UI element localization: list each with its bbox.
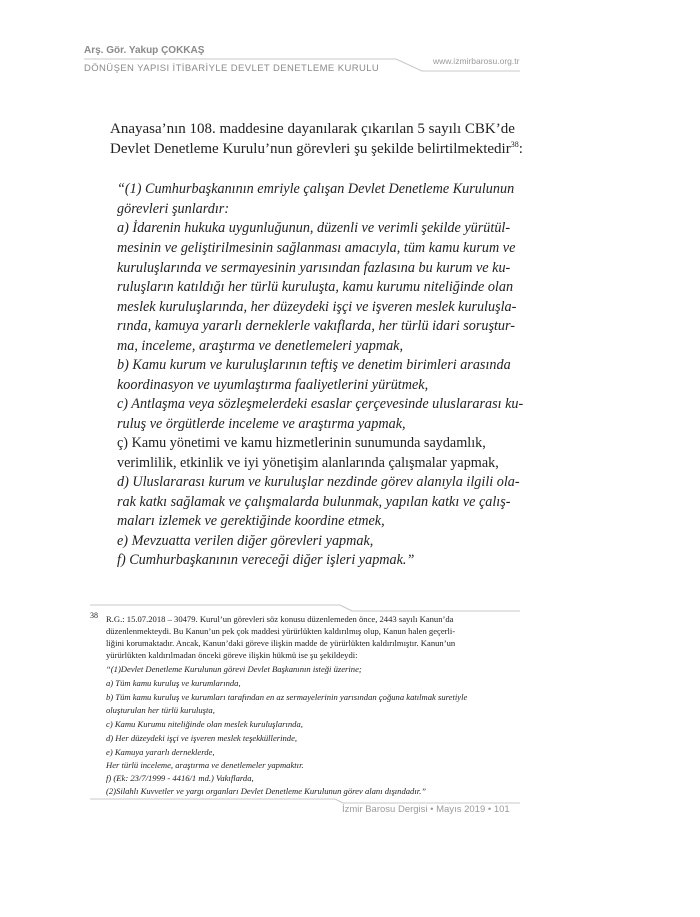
quote-line: meslek kuruluşlarında, her düzeydeki işçi ve işveren meslek kuruluşla- <box>117 299 517 315</box>
quote-line: kuruluşlarında ve sermayesinin yarısından fazlasına bu kurum ve ku- <box>117 260 511 276</box>
quote-line: f) Cumhurbaşkanının vereceği diğer işleri yapmak.” <box>117 552 415 568</box>
quote-line: c) Antlaşma veya sözleşmelerdeki esaslar çerçevesinde uluslararası ku- <box>117 396 524 412</box>
footnote-line: c) Kamu Kurumu niteliğinde olan meslek kuruluşlarında, <box>106 719 303 729</box>
intro-line-2: Devlet Denetleme Kurulu’nun görevleri şu şekilde belirtilmektedir$^{38}$: <box>110 140 523 157</box>
footnote-line: düzenlenmekteydi. Bu Kanun’un pek çok maddesi yürürlükten kaldırılmış olup, Kanun halen geçerli- <box>106 626 456 636</box>
footnote-marker: 38 <box>90 611 98 620</box>
footnote-line: e) Kamuya yararlı derneklerde, <box>106 747 215 757</box>
quote-line: d) Uluslararası kurum ve kuruluşlar nezdinde görev alanıyla ilgili ola- <box>117 474 520 490</box>
quote-line: e) Mevzuatta verilen diğer görevleri yapmak, <box>117 533 374 549</box>
quote-line: “(1) Cumhurbaşkanının emriyle çalışan Devlet Denetleme Kurulunun <box>117 181 515 197</box>
quote-line: verimlilik, etkinlik ve iyi yönetişim alanlarında çalışmalar yapmak, <box>117 455 499 471</box>
quote-line: ma, inceleme, araştırma ve denetlemeleri yapmak, <box>117 338 404 354</box>
footnote-line: “(1)Devlet Denetleme Kurulunun görevi Devlet Başkanının isteği üzerine; <box>106 664 362 674</box>
quote-line: görevleri şunlardır: <box>117 201 230 217</box>
footnote-line: b) Tüm kamu kuruluş ve kurumları tarafından en az sermayelerinin yarısından çoğuna katılmak suretiyle <box>106 692 468 702</box>
footnote-line: d) Her düzeydeki işçi ve işveren meslek teşekküllerinde, <box>106 733 298 743</box>
intro-line-1: Anayasa’nın 108. maddesine dayanılarak çıkarılan 5 sayılı CBK’de <box>110 121 515 137</box>
quote-line: rında, kamuya yararlı derneklerle vakıflarda, her türlü idari soruştur- <box>117 318 515 334</box>
footnote-line: R.G.: 15.07.2018 – 30479. Kurul’un görevleri söz konusu düzenlemeden önce, 2443 sayılı Kanun’da <box>106 614 454 624</box>
quote-line: rak katkı sağlamak ve çalışmalarda bulunmak, yapılan katkı ve çalış- <box>117 494 511 510</box>
footnote-line: oluşturulan her türlü kuruluşta, <box>106 705 215 715</box>
header-url: www.izmirbarosu.org.tr <box>433 56 520 66</box>
quote-line: ç) Kamu yönetimi ve kamu hizmetlerinin sunumunda saydamlık, <box>117 435 486 451</box>
header-author: Arş. Gör. Yakup ÇOKKAŞ <box>84 45 205 56</box>
footnote-line: f) (Ek: 23/7/1999 - 4416/1 md.) Vakıflarda, <box>106 773 254 783</box>
footnote-line: a) Tüm kamu kuruluş ve kurumlarında, <box>106 678 241 688</box>
footnote-line: Her türlü inceleme, araştırma ve denetlemeler yapmaktır. <box>106 760 304 770</box>
quote-line: a) İdarenin hukuka uygunluğunun, düzenli ve verimli şekilde yürütül- <box>117 220 511 236</box>
footnote-line: liğini korumaktadır. Ancak, Kanun’daki göreve ilişkin madde de yürürlükten kaldırılmıştır. Kanun’un <box>106 638 456 648</box>
footnote-line: (2)Silahlı Kuvvetler ve yargı organları Devlet Denetleme Kurulunun görev alanı dışındadır.” <box>106 786 427 796</box>
footnote-reference: 38 <box>510 140 519 149</box>
quote-line: mesinin ve geliştirilmesinin sağlanması amacıyla, tüm kamu kurum ve <box>117 240 516 256</box>
page-footer: İzmir Barosu Dergisi • Mayıs 2019 • 101 <box>342 804 510 815</box>
quote-line: ruluş ve örgütlerde inceleme ve araştırma yapmak, <box>117 416 406 432</box>
quote-line: koordinasyon ve uyumlaştırma faaliyetlerini yürütmek, <box>117 377 429 393</box>
quote-line: maları izlemek ve gerektiğinde koordine etmek, <box>117 513 385 529</box>
header-title: DÖNÜŞEN YAPISI İTİBARİYLE DEVLET DENETLEME KURULU <box>84 63 380 74</box>
quote-line: ruluşların katıldığı her türlü kuruluşta, kamu kurumu niteliğinde olan <box>117 279 514 295</box>
quote-line: b) Kamu kurum ve kuruluşlarının teftiş ve denetim birimleri arasında <box>117 357 511 373</box>
footnote-line: yürürlükten kaldırılmadan önceki göreve ilişkin hükmü ise şu şekildeydi: <box>106 650 358 660</box>
